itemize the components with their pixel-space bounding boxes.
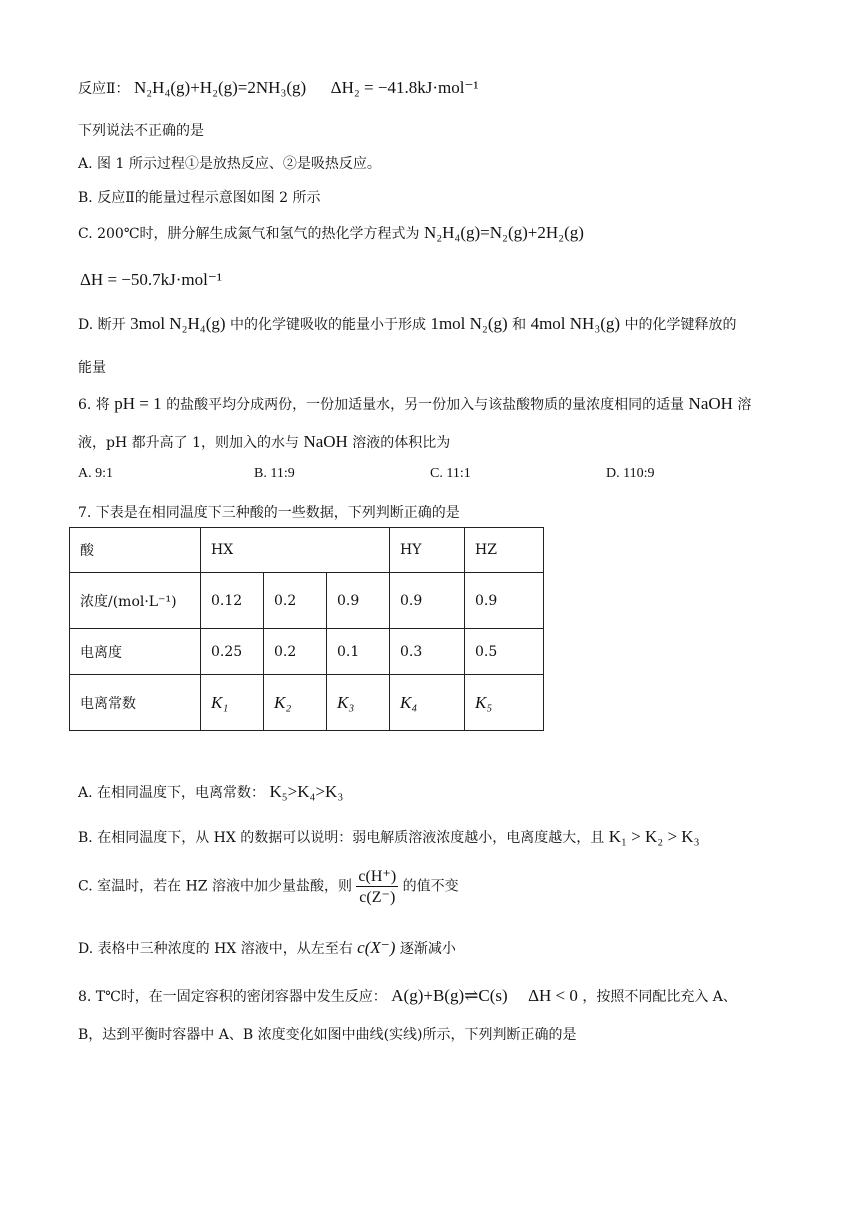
- q5-option-c-text: C. 200℃时，肼分解生成氮气和氢气的热化学方程式为: [78, 226, 420, 242]
- table-row: [70, 573, 544, 629]
- q6-option-a: A. 9:1: [78, 466, 113, 481]
- q7-option-b: [78, 827, 700, 847]
- table-cell: 0.3: [390, 629, 465, 675]
- acid-data-table: [69, 527, 544, 731]
- q8-equation: A(g)+B(g)⇌C(s): [391, 986, 508, 1005]
- table-cell: 电离常数: [70, 675, 201, 731]
- q6-naoh-1: NaOH: [688, 394, 733, 413]
- reaction-2-line: [78, 78, 479, 98]
- q5-option-a: A. 图 1 所示过程①是放热反应、②是吸热反应。: [78, 156, 381, 172]
- table-cell: 酸: [70, 528, 201, 573]
- q6-option-c: C. 11:1: [430, 466, 471, 481]
- table-cell: 0.9: [465, 573, 544, 629]
- q5-option-d-line-2: 能量: [78, 360, 106, 376]
- table-cell: 0.5: [465, 629, 544, 675]
- q6-stem-line-2: [78, 432, 450, 452]
- table-cell: 电离度: [70, 629, 201, 675]
- table-cell: K₄: [390, 675, 465, 731]
- q7-option-a-expression: K₅>K₄>K₃: [269, 782, 344, 801]
- q5-stem: 下列说法不正确的是: [78, 123, 204, 139]
- fraction-denominator: c(Z⁻): [359, 889, 396, 906]
- q7-option-d: [78, 938, 456, 958]
- reaction-2-enthalpy: ΔH₂ = −41.8kJ·mol⁻¹: [330, 78, 479, 97]
- table-cell: K₃: [327, 675, 390, 731]
- q6-option-d: D. 110:9: [606, 466, 655, 481]
- q8-enthalpy: ΔH < 0: [528, 986, 578, 1005]
- q6-suffix: 溶: [737, 397, 752, 413]
- table-row: [70, 675, 544, 731]
- q7-option-d-suffix: 逐渐减小: [399, 941, 456, 957]
- table-row: [70, 629, 544, 675]
- q7-option-c-text: C. 室温时，若在 HZ 溶液中加少量盐酸，则: [78, 878, 352, 895]
- q5-option-d: [78, 314, 737, 334]
- table-cell: K₁: [201, 675, 264, 731]
- q8-suffix: ，按照不同配比充入 A、: [582, 989, 737, 1005]
- q8-stem-line-1: [78, 986, 737, 1006]
- q5-option-c: [78, 223, 584, 243]
- table-cell: HX: [201, 528, 390, 573]
- q7-option-a-text: A. 在相同温度下，电离常数：: [78, 785, 266, 801]
- q5-option-b: B. 反应Ⅱ的能量过程示意图如图 2 所示: [78, 190, 321, 206]
- q7-stem: 7. 下表是在相同温度下三种酸的一些数据，下列判断正确的是: [78, 505, 460, 521]
- q7-option-d-text: D. 表格中三种浓度的 HX 溶液中，从左至右: [78, 941, 353, 957]
- q5-option-d-amount-1: 3mol N₂H₄(g): [130, 314, 226, 333]
- q5-option-d-post: 中的化学键释放的: [624, 317, 737, 333]
- table-cell: 0.2: [264, 573, 327, 629]
- q5-option-c-enthalpy: ΔH = −50.7kJ·mol⁻¹: [80, 270, 222, 289]
- q5-option-d-pre: D. 断开: [78, 317, 126, 333]
- q7-option-a: [78, 782, 343, 802]
- q6-middle: 的盐酸平均分成两份，一份加适量水，另一份加入与该盐酸物质的量浓度相同的适量: [166, 397, 685, 413]
- q6-line2-suffix: 溶液的体积比为: [352, 435, 451, 451]
- fraction-numerator: c(H⁺): [358, 868, 397, 885]
- reaction-2-equation: N₂H₄(g)+H₂(g)=2NH₃(g): [133, 78, 307, 97]
- q7-option-c-fraction: [356, 866, 398, 907]
- q7-option-d-expression: c(X⁻): [357, 938, 396, 957]
- q5-option-d-amount-3: 4mol NH₃(g): [530, 314, 621, 333]
- table-cell: HZ: [465, 528, 544, 573]
- table-cell: HY: [390, 528, 465, 573]
- table-cell: 0.25: [201, 629, 264, 675]
- q5-option-d-amount-2: 1mol N₂(g): [430, 314, 508, 333]
- q7-option-b-text: B. 在相同温度下，从 HX 的数据可以说明：弱电解质溶液浓度越小，电离度越大，且: [78, 830, 605, 846]
- table-cell: 0.2: [264, 629, 327, 675]
- table-cell: 浓度/(mol·L⁻¹): [70, 573, 201, 629]
- table-row: [70, 528, 544, 573]
- q8-prefix: 8. T℃时，在一固定容积的密闭容器中发生反应：: [78, 989, 387, 1005]
- table-cell: 0.9: [390, 573, 465, 629]
- q6-naoh-2: NaOH: [303, 432, 348, 451]
- q5-option-d-mid-1: 中的化学键吸收的能量小于形成: [229, 317, 426, 333]
- reaction-2-label: 反应Ⅱ：: [78, 81, 130, 97]
- q8-stem-line-2: B，达到平衡时容器中 A、B 浓度变化如图中曲线(实线)所示，下列判断正确的是: [78, 1027, 577, 1043]
- q6-option-b: B. 11:9: [254, 466, 295, 481]
- table-cell: 0.12: [201, 573, 264, 629]
- table-cell: K₅: [465, 675, 544, 731]
- table-cell: 0.9: [327, 573, 390, 629]
- q6-ph: pH = 1: [114, 394, 162, 413]
- q5-option-d-mid-2: 和: [512, 317, 527, 333]
- q7-option-b-expression: K₁ > K₂ > K₃: [608, 827, 700, 846]
- q5-option-c-equation: N₂H₄(g)=N₂(g)+2H₂(g): [423, 223, 584, 242]
- table-cell: K₂: [264, 675, 327, 731]
- table-cell: 0.1: [327, 629, 390, 675]
- q6-stem-line-1: [78, 394, 751, 414]
- q6-line2-prefix: 液，pH 都升高了 1，则加入的水与: [78, 435, 299, 451]
- q6-prefix: 6. 将: [78, 397, 110, 413]
- q7-option-c: [78, 866, 459, 907]
- q7-option-c-suffix: 的值不变: [402, 878, 459, 895]
